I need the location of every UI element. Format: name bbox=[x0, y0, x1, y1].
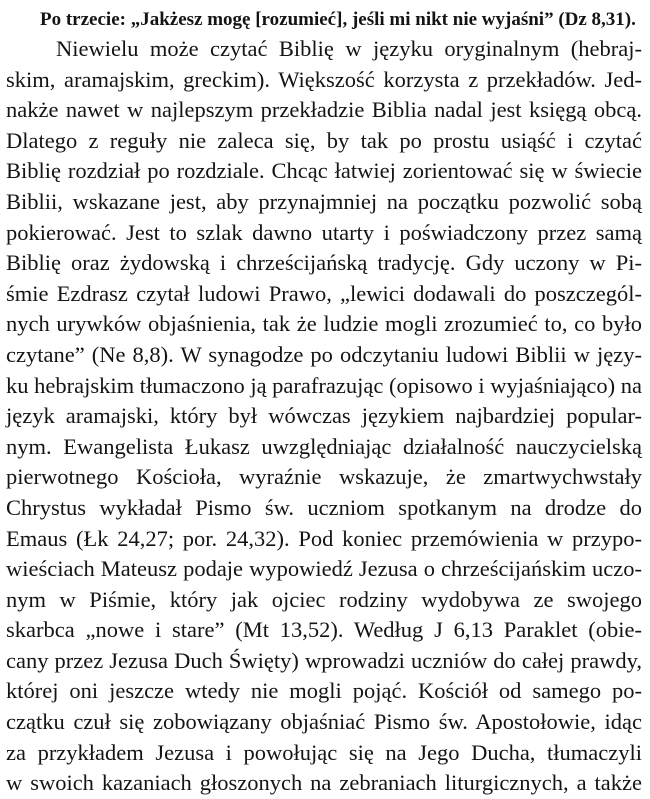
text-line: nym. Ewangelista Łukasz uwzględniając działalność nauczycielską bbox=[6, 433, 642, 459]
text-line: nakże nawet w najlepszym przekładzie Biblia nadal jest księgą obcą. bbox=[6, 97, 642, 123]
text-line: pierwotnego Kościoła, wyraźnie wskazuje, że zmartwychwstały bbox=[6, 464, 642, 490]
text-line: za przykładem Jezusa i powołując się na Jego Ducha, tłumaczyli bbox=[6, 739, 642, 765]
text-line: śmie Ezdrasz czytał ludowi Prawo, „lewici dodawali do poszczegól- bbox=[6, 280, 642, 306]
text-line: cany przez Jezusa Duch Święty) wprowadzi uczniów do całej prawdy, bbox=[6, 647, 642, 673]
text-line: Emaus (Łk 24,27; por. 24,32). Pod koniec przemówienia w przypo- bbox=[6, 525, 642, 551]
text-line: język aramajski, który był wówczas językiem najbardziej popular- bbox=[6, 403, 642, 429]
text-line: pokierować. Jest to szlak dawno utarty i poświadczony przez samą bbox=[6, 219, 642, 245]
text-line: Niewielu może czytać Biblię w języku oryginalnym (hebraj- bbox=[56, 36, 642, 61]
text-line: Biblię oraz żydowską i chrześcijańską tradycję. Gdy uczony w Pi- bbox=[6, 250, 642, 276]
text-line: nym w Piśmie, który jak ojciec rodziny wydobywa ze swojego bbox=[6, 586, 642, 612]
text-line: czytane” (Ne 8,8). W synagodze po odczytaniu ludowi Biblii w języ- bbox=[6, 341, 642, 367]
text-line: nych urywków objaśnienia, tak że ludzie mogli zrozumieć to, co było bbox=[6, 311, 642, 337]
text-line: wieściach Mateusz podaje wypowiedź Jezusa o chrześcijańskim uczo- bbox=[6, 556, 642, 582]
text-line: w swoich kazaniach głoszonych na zebraniach liturgicznych, a także bbox=[6, 770, 642, 796]
text-line: której oni jeszcze wtedy nie mogli pojąć. Kościół od samego po- bbox=[6, 678, 642, 704]
text-line: Chrystus wykładał Pismo św. uczniom spotkanym na drodze do bbox=[6, 494, 642, 520]
text-line: Biblii, wskazane jest, aby przynajmniej na początku pozwolić sobą bbox=[6, 188, 642, 214]
section-heading: Po trzecie: „Jakżesz mogę [rozumieć], jeśli mi nikt nie wyjaśni” (Dz 8,31). bbox=[40, 9, 636, 30]
text-line: Dlatego z reguły nie zaleca się, by tak po prostu usiąść i czytać bbox=[6, 127, 642, 153]
text-line: ku hebrajskim tłumaczono ją parafrazując (opisowo i wyjaśniająco) na bbox=[6, 372, 643, 398]
body-paragraph bbox=[6, 34, 642, 799]
text-line: czątku czuł się zobowiązany objaśniać Pismo św. Apostołowie, idąc bbox=[6, 709, 642, 735]
text-line: skarbca „nowe i stare” (Mt 13,52). Według J 6,13 Paraklet (obie- bbox=[6, 617, 642, 643]
text-line: skim, aramajskim, greckim). Większość korzysta z przekładów. Jed- bbox=[6, 66, 642, 92]
text-line: Biblię rozdział po rozdziale. Chcąc łatwiej zorientować się w świecie bbox=[6, 158, 642, 184]
